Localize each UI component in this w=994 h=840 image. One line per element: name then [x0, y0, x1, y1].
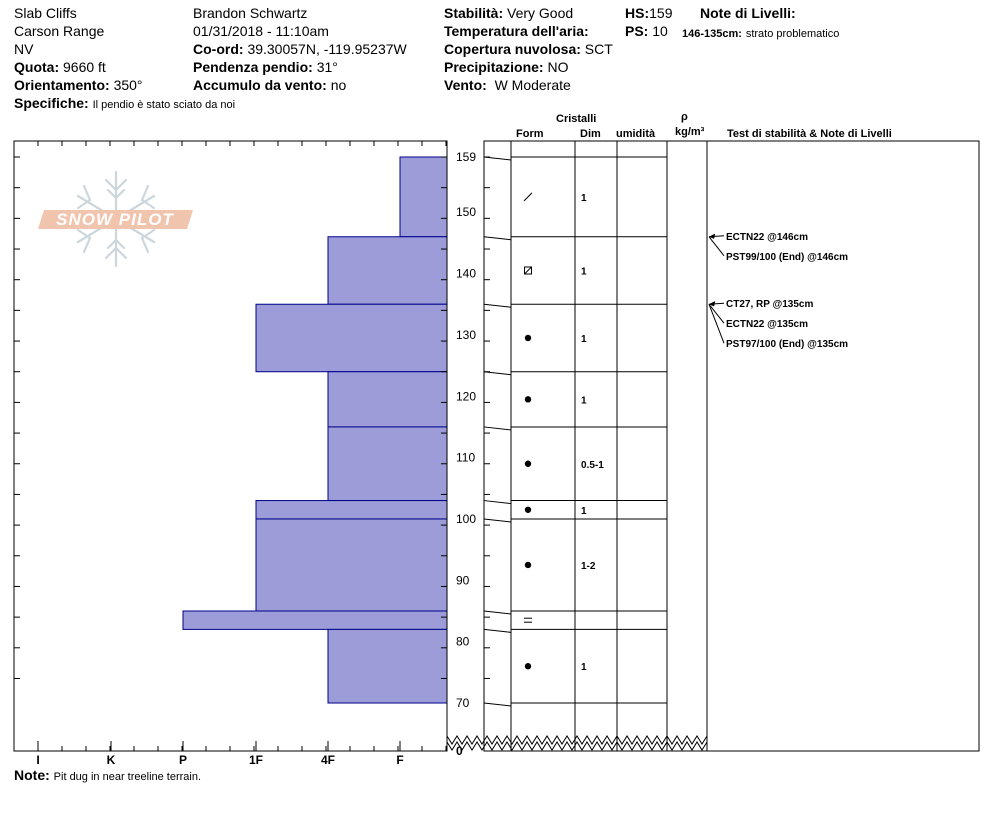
hardness-bar-0	[400, 157, 447, 237]
crystal-form-round-icon	[525, 335, 531, 341]
slope-value: 31°	[316, 59, 338, 75]
umidita-header: umidità	[616, 128, 656, 140]
wind-label: Vento:	[444, 77, 487, 93]
stability-test-label: PST97/100 (End) @135cm	[726, 339, 849, 351]
state: NV	[14, 41, 34, 57]
ps-label: PS:	[625, 23, 649, 39]
y-tick-label: 110	[456, 450, 476, 465]
density-unit-header: kg/m³	[675, 126, 705, 138]
crystal-form-round-icon	[525, 507, 531, 513]
layer-note-range: 146-135cm:	[682, 28, 742, 40]
x-tick-label: P	[178, 753, 188, 767]
test-pointer-line	[709, 237, 724, 256]
logo-text: SNOW PILOT	[56, 210, 174, 229]
hardness-bar-3	[328, 372, 447, 427]
coords-value: 39.30057N, -119.95237W	[247, 41, 407, 57]
x-tick-label: F	[396, 753, 404, 767]
crystal-size-label: 1	[581, 333, 587, 345]
crystal-size-label: 1	[581, 505, 587, 517]
slope-label: Pendenza pendio:	[193, 59, 313, 75]
y-tick-label: 100	[456, 511, 477, 526]
crystal-size-label: 1	[581, 266, 587, 278]
hs-value: 159	[649, 5, 673, 21]
hardness-bar-7	[183, 611, 447, 629]
y-tick-label: 80	[456, 634, 470, 649]
air-temp-label: Temperatura dell'aria:	[444, 23, 589, 39]
stability-label: Stabilità:	[444, 5, 504, 21]
layer-notes-title: Note di Livelli:	[700, 5, 796, 21]
tests-header: Test di stabilità & Note di Livelli	[727, 128, 892, 140]
footer-note	[14, 767, 201, 785]
y-tick-label: 70	[456, 696, 470, 711]
x-tick-label: 1F	[248, 753, 264, 767]
crystal-form-round-icon	[525, 663, 531, 669]
y-tick-label: 90	[456, 573, 470, 588]
form-header: Form	[516, 128, 544, 140]
crystal-form-slash-icon	[524, 193, 532, 201]
axis-break-zigzag-2	[447, 742, 707, 750]
layer-connector-9	[484, 703, 511, 706]
y-tick-label: 159	[456, 150, 477, 164]
location: Slab Cliffs	[14, 5, 77, 21]
crystal-size-label: 1	[581, 395, 587, 407]
layer-connector-8	[484, 629, 511, 632]
observer: Brandon Schwartz	[193, 5, 308, 21]
aspect-label: Orientamento:	[14, 77, 110, 93]
crystal-form-faceted-slash-icon	[525, 267, 532, 274]
hardness-bar-6	[256, 519, 447, 611]
layer-note-text: strato problematico	[745, 28, 840, 40]
x-tick-label: I	[36, 753, 40, 767]
crystal-size-label: 1	[581, 192, 587, 204]
specifics-value: Il pendio è stato sciato da noi	[92, 99, 236, 111]
snowpilot-logo	[38, 172, 193, 266]
crystal-form-round-icon	[525, 461, 531, 467]
test-pointer-line	[709, 304, 724, 343]
rho-header: ρ	[681, 111, 688, 123]
datetime: 01/31/2018 - 11:10am	[193, 23, 329, 39]
precip-value: NO	[547, 59, 569, 75]
layer-connector-4	[484, 427, 511, 430]
stability-value: Very Good	[507, 5, 574, 21]
cloud-label: Copertura nuvolosa:	[444, 41, 581, 57]
hardness-bar-8	[328, 629, 447, 703]
hs-label: HS:	[625, 5, 650, 21]
cloud-value: SCT	[584, 41, 613, 57]
x-tick-label: K	[106, 753, 116, 767]
layer-connector-1	[484, 237, 511, 240]
wind-value: W Moderate	[494, 77, 571, 93]
crystal-size-label: 1-2	[581, 560, 596, 572]
y-tick-label: 120	[456, 389, 477, 404]
stability-test-label: ECTN22 @135cm	[726, 319, 809, 331]
crystal-form-round-icon	[525, 396, 531, 402]
stability-test-label: PST99/100 (End) @146cm	[726, 251, 849, 263]
stability-test-label: CT27, RP @135cm	[726, 299, 814, 311]
crystal-size-label: 1	[581, 662, 587, 674]
hardness-bar-4	[328, 427, 447, 501]
dim-header: Dim	[580, 128, 601, 140]
wind-loading-value: no	[330, 77, 347, 93]
note-label: Note:	[14, 767, 50, 783]
ps-value: 10	[652, 23, 668, 39]
layer-connector-7	[484, 611, 511, 614]
x-tick-label: 4F	[320, 753, 336, 767]
wind-loading-label: Accumulo da vento:	[193, 77, 327, 93]
stability-test-label: ECTN22 @146cm	[726, 231, 809, 243]
elevation-label: Quota:	[14, 59, 60, 75]
specifics-label: Specifiche:	[14, 95, 89, 111]
hardness-bar-5	[256, 501, 447, 519]
y-tick-label: 140	[456, 266, 477, 281]
elevation-value: 9660 ft	[63, 59, 106, 75]
precip-label: Precipitazione:	[444, 59, 544, 75]
layer-connector-5	[484, 501, 511, 504]
cristalli-header: Cristalli	[556, 113, 597, 125]
layer-connector-2	[484, 304, 511, 307]
range: Carson Range	[14, 23, 105, 39]
crystal-form-round-icon	[525, 562, 531, 568]
aspect-value: 350°	[113, 77, 143, 93]
hardness-bar-1	[328, 237, 447, 304]
y-zero-label: 0	[456, 744, 463, 758]
coords-label: Co-ord:	[193, 41, 244, 57]
layer-connector-6	[484, 519, 511, 522]
y-tick-label: 130	[456, 327, 477, 342]
note-value: Pit dug in near treeline terrain.	[53, 771, 202, 783]
crystal-size-label: 0.5-1	[581, 459, 604, 471]
hardness-bar-2	[256, 304, 447, 371]
y-tick-label: 150	[456, 205, 477, 220]
test-pointer-line	[709, 304, 724, 323]
